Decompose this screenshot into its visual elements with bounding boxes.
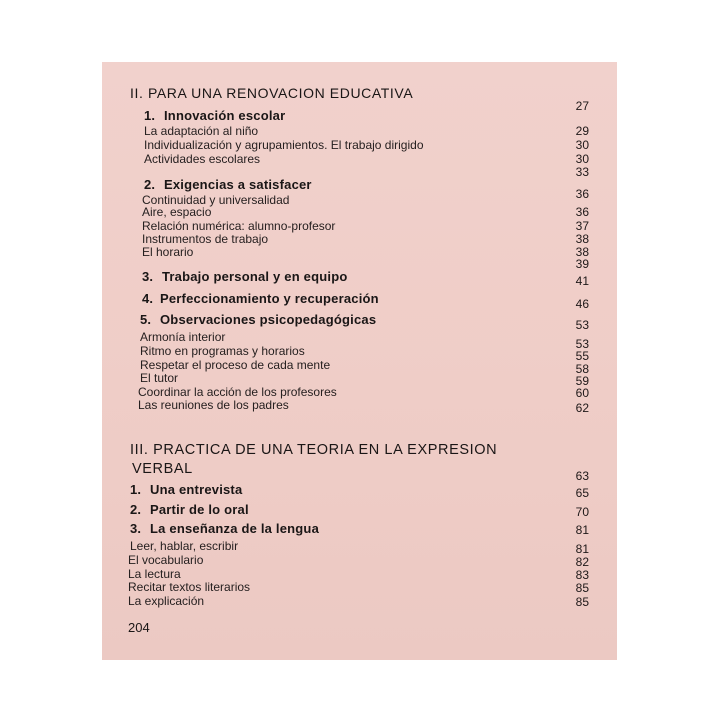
entry-title: Ritmo en programas y horarios	[140, 344, 305, 358]
page-number: 55	[575, 349, 589, 363]
page-number: 81	[575, 523, 589, 537]
chapter-title: Exigencias a satisfacer	[164, 177, 312, 192]
page-number: 58	[575, 362, 589, 376]
chapter-number: 2.	[130, 502, 142, 517]
chapter-number: 3.	[142, 269, 154, 284]
entry-title: El vocabulario	[128, 553, 204, 567]
chapter-title: La enseñanza de la lengua	[150, 521, 319, 536]
page-number: 62	[575, 401, 589, 415]
page-number: 39	[575, 257, 589, 271]
chapter-number: 2.	[144, 177, 156, 192]
entry-title: Continuidad y universalidad	[142, 193, 290, 207]
book-page	[102, 62, 617, 660]
entry-title: Relación numérica: alumno-profesor	[142, 219, 336, 233]
page-number: 41	[575, 274, 589, 288]
entry-title: El tutor	[140, 371, 179, 385]
chapter-number: 4.	[142, 291, 154, 306]
page-number: 53	[575, 318, 589, 332]
chapter-title: Observaciones psicopedagógicas	[160, 312, 377, 327]
entry-title: Recitar textos literarios	[128, 580, 251, 594]
page-number: 36	[575, 205, 589, 219]
entry-title: Armonía interior	[140, 330, 226, 344]
entry-title: Individualización y agrupamientos. El trabajo dirigido	[144, 138, 424, 152]
folio-number: 204	[128, 620, 150, 635]
page-number: 70	[575, 505, 589, 519]
entry-title: Aire, espacio	[142, 205, 212, 219]
page-number: 85	[575, 581, 589, 595]
page-number: 38	[575, 245, 589, 259]
entry-title: La lectura	[128, 567, 181, 581]
chapter-title: Trabajo personal y en equipo	[162, 269, 348, 284]
page-number: 83	[575, 568, 589, 582]
section-title-line2: VERBAL	[132, 461, 193, 477]
page-number: 33	[575, 165, 589, 179]
page-number: 38	[575, 232, 589, 246]
chapter-number: 5.	[140, 312, 152, 327]
page-number: 85	[575, 595, 589, 609]
chapter-number: 3.	[130, 521, 142, 536]
page-number: 82	[575, 555, 589, 569]
page-number: 65	[575, 486, 589, 500]
entry-title: Las reuniones de los padres	[138, 398, 289, 412]
entry-title: El horario	[142, 245, 194, 259]
chapter-title: Perfeccionamiento y recuperación	[160, 291, 379, 306]
page-number: 29	[575, 124, 589, 138]
chapter-title: Una entrevista	[150, 482, 243, 497]
page-number: 53	[575, 337, 589, 351]
page-number: 27	[575, 99, 589, 113]
entry-title: La adaptación al niño	[144, 124, 259, 138]
page-number: 59	[575, 374, 589, 388]
page-number: 30	[575, 152, 589, 166]
chapter-title: Partir de lo oral	[150, 502, 249, 517]
page-number: 60	[575, 386, 589, 400]
page-number: 37	[575, 219, 589, 233]
entry-title: La explicación	[128, 594, 205, 608]
page-number: 81	[575, 542, 589, 556]
chapter-title: Innovación escolar	[164, 108, 286, 123]
page-number: 63	[575, 469, 589, 483]
section-title-line1: III. PRACTICA DE UNA TEORIA EN LA EXPRESION	[130, 442, 498, 458]
entry-title: Respetar el proceso de cada mente	[140, 358, 331, 372]
page-number: 46	[575, 297, 589, 311]
page-number: 36	[575, 187, 589, 201]
section-title: II. PARA UNA RENOVACION EDUCATIVA	[130, 85, 414, 101]
chapter-number: 1.	[144, 108, 156, 123]
entry-title: Actividades escolares	[144, 152, 261, 166]
page-number: 30	[575, 138, 589, 152]
chapter-number: 1.	[130, 482, 142, 497]
entry-title: Leer, hablar, escribir	[130, 539, 239, 553]
entry-title: Coordinar la acción de los profesores	[138, 385, 337, 399]
entry-title: Instrumentos de trabajo	[142, 232, 269, 246]
